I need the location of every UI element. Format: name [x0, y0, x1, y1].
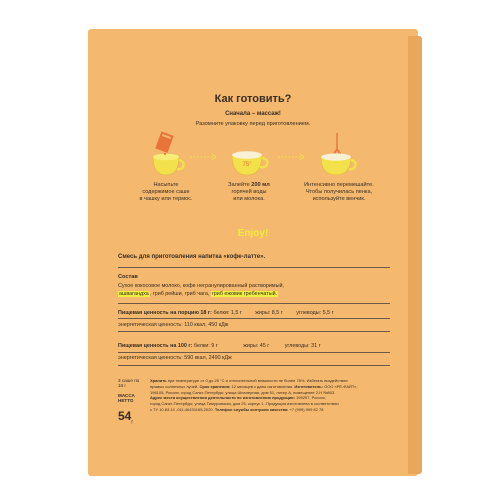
package-side-edge	[408, 36, 422, 474]
portion-energy: энергетическая ценность: 110 ккал, 450 кДж	[118, 322, 229, 328]
divider	[118, 352, 390, 353]
sachet-count: 3 саше по 18 г	[118, 378, 140, 389]
net-weight: $54_г$	[118, 409, 134, 426]
divider	[118, 318, 390, 319]
arrow-right-icon	[190, 153, 218, 161]
step-3-text: Интенсивно перемешайте. Чтобы получилась пенка, используйте венчик.	[304, 182, 374, 202]
arrow-right-icon	[278, 153, 306, 161]
composition-label: Состав	[118, 274, 138, 280]
per100-energy: энергетическая ценность: 590 ккал, 2490 кДж	[118, 355, 232, 361]
highlight-ingredient: гриб ежовик гребенчатый.	[211, 291, 278, 298]
divider	[118, 331, 390, 332]
composition-text: Сухое кокосовое молоко, кофе негранулированный растворимый, ашвагандха, гриб рейши, гриб чага, гриб ежовик гребенчатый.	[118, 283, 284, 298]
cup-whisk-icon	[314, 129, 360, 179]
storage-info: Хранить при температуре от 0 до 25 °С и относительной влажности не более 75%. Избегать воздействия прямых солнечных лучей. Срок хранения: 12 месяцев с даты изготовления. Изготовитель: ООО «РЕ-ФАЙТ», 196105, Россия, город Санкт-Петербург, улица Шпалерная, дом 51, литер А, помещение 2-Н №803. Адрес места осуществления деятельности по изготовлению продукции: 195297, Россия, город Санкт-Петербург, улица Тимуровская, дом 25, корпус 1. Продукция изготовлена в соответствии с ТУ 10.83.14 -011-46431165-2020. Телефон службы контроля качества: +7 (999) 999 82 78	[150, 378, 358, 412]
cup-hot-water-icon	[226, 145, 272, 179]
step-1-text: Насыпьте содержимое саше в чашку или термос.	[139, 182, 193, 202]
portion-nutrition-row: Пищевая ценность на порцию 18 г: белки: 1,5 г жиры: 8,5 г углеводы: 5,5 г	[118, 310, 334, 316]
divider	[118, 267, 390, 268]
highlight-ingredient: ашвагандха	[119, 291, 149, 298]
subheading-note: Разомните упаковку перед приготовлением.	[195, 121, 311, 127]
product-description: Смесь для приготовления напитка «кофе-латте».	[118, 254, 266, 260]
cup-with-sachet-icon	[144, 129, 188, 179]
enjoy-label: Enjoy!	[237, 228, 269, 239]
divider	[118, 365, 390, 366]
subheading: Сначала – массаж!	[225, 111, 281, 117]
step-2-text: Залейте 200 мл горячей воды или молока.	[228, 182, 270, 202]
per100-nutrition-row: Пищевая ценность на 100 г: белки: 9 г жиры: 45 г углеводы: 31 г	[118, 343, 321, 349]
page-title: Как готовить?	[214, 93, 292, 105]
divider	[118, 303, 390, 304]
temperature-label: 75°	[242, 162, 252, 168]
net-mass-label: МАССА НЕТТО	[118, 393, 135, 404]
package-back	[88, 29, 418, 476]
